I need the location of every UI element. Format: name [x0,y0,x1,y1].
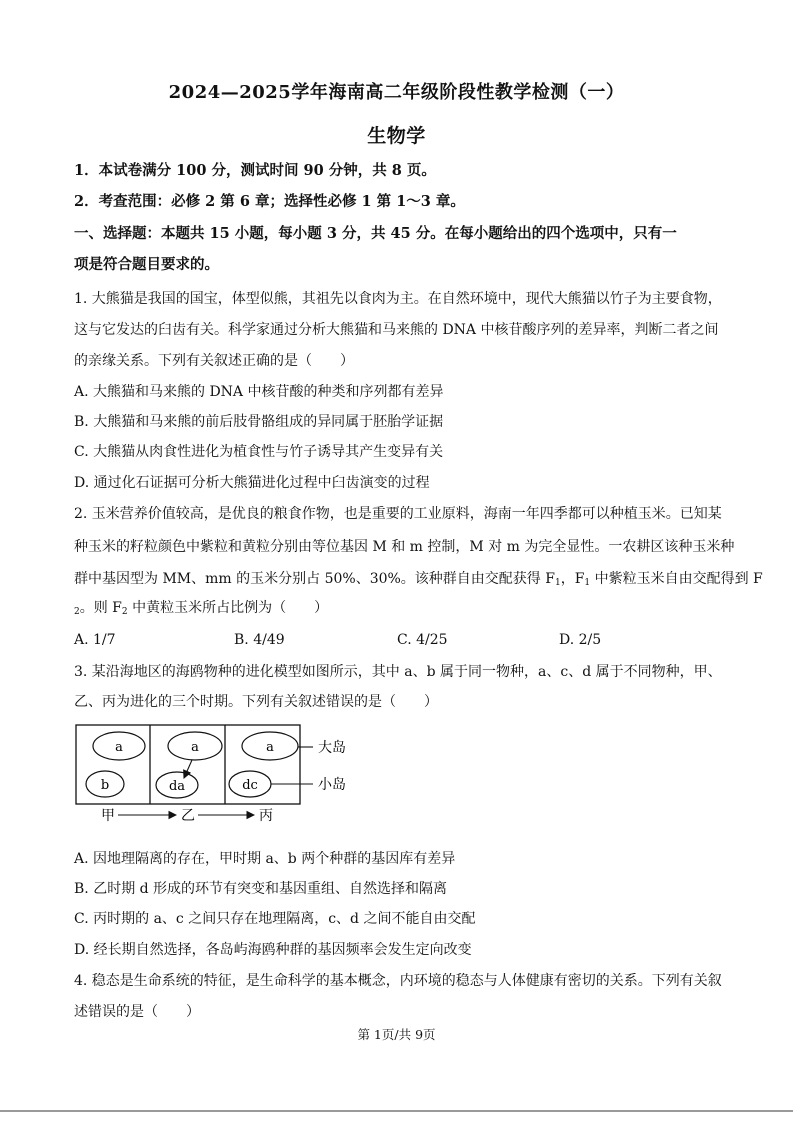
q2-option-c: C. 4/25 [397,632,448,648]
page-number: 第 1页/共 9页 [357,1027,436,1042]
q2-stem-line2: 种玉米的籽粒颜色中紫粒和黄粒分别由等位基因 M 和 m 控制，M 对 m 为完全显性。一农耕区该种玉米种 [74,539,735,555]
q2-options [74,632,724,650]
period-label-yi: 乙 [181,808,195,824]
q2-option-b: B. 4/49 [234,632,285,648]
population-label: a [266,740,274,755]
section-heading-line2: 项是符合题目要求的。 [74,256,219,273]
q3-option-d: D. 经长期自然选择，各岛屿海鸥种群的基因频率会发生定向改变 [74,942,472,958]
population-label: b [100,778,110,793]
q1-option-d: D. 通过化石证据可分析大熊猫进化过程中臼齿演变的过程 [74,475,430,491]
section-heading-line1: 一、选择题：本题共 15 小题，每小题 3 分，共 45 分。在每小题给出的四个选项中，只有一 [74,225,677,242]
exam-title: 2024—2025学年海南高二年级阶段性教学检测（一） [168,82,625,103]
q1-option-a: A. 大熊猫和马来熊的 DNA 中核苷酸的种类和序列都有差异 [74,384,444,400]
big-island-label: 大岛 [318,740,346,756]
q2-stem-line1: 2. 玉米营养价值较高，是优良的粮食作物，也是重要的工业原料，海南一年四季都可以种植玉米。已知某 [74,506,722,522]
note-1: 1．本试卷满分 100 分，测试时间 90 分钟，共 8 页。 [74,162,436,179]
population-label: dc [242,778,258,793]
q1-stem-line1: 1. 大熊猫是我国的国宝，体型似熊，其祖先以食肉为主。在自然环境中，现代大熊猫以竹子为主要食物， [74,291,722,307]
population-label: da [168,779,186,794]
note-2: 2．考查范围：必修 2 第 6 章；选择性必修 1 第 1～3 章。 [74,193,465,210]
q3-stem-line1: 3. 某沿海地区的海鸥物种的进化模型如图所示，其中 a、b 属于同一物种，a、c、d 属于不同物种，甲、 [74,664,722,680]
q1-option-b: B. 大熊猫和马来熊的前后肢骨骼组成的异同属于胚胎学证据 [74,414,444,430]
q3-option-c: C. 丙时期的 a、c 之间只存在地理隔离，c、d 之间不能自由交配 [74,911,476,927]
q3-option-a: A. 因地理隔离的存在，甲时期 a、b 两个种群的基因库有差异 [74,851,456,867]
period-label-bing: 丙 [259,808,273,824]
q1-option-c: C. 大熊猫从肉食性进化为植食性与竹子诱导其产生变异有关 [74,444,444,460]
bottom-rule [0,1110,793,1112]
q2-option-a: A. 1/7 [74,632,116,648]
period-label-jia: 甲 [101,808,115,824]
q2-option-d: D. 2/5 [559,632,602,648]
small-island-label: 小岛 [318,777,346,793]
q1-stem-line2: 这与它发达的臼齿有关。科学家通过分析大熊猫和马来熊的 DNA 中核苷酸序列的差异率，判断二者之间 [74,322,719,338]
subject-title: 生物学 [367,125,426,147]
q1-stem-line3: 的亲缘关系。下列有关叙述正确的是（ ） [74,353,354,369]
q4-stem-line2: 述错误的是（ ） [74,1004,200,1020]
evolution-diagram [70,720,370,830]
q3-option-b: B. 乙时期 d 形成的环节有突变和基因重组、自然选择和隔离 [74,881,448,897]
q2-stem-line3: 群中基因型为 MM、mm 的玉米分别占 50%、30%。该种群自由交配获得 $F_1$，$F_1$ 中紫粒玉米自由交配得到 F [74,571,763,588]
population-label: a [191,740,199,755]
population-label: a [115,740,123,755]
q4-stem-line1: 4. 稳态是生命系统的特征，是生命科学的基本概念，内环境的稳态与人体健康有密切的关系。下列有关叙 [74,973,722,989]
q2-stem-line4: $_2$。则 $F_2$ 中黄粒玉米所占比例为（ ） [74,600,329,617]
q3-stem-line2: 乙、丙为进化的三个时期。下列有关叙述错误的是（ ） [74,694,438,710]
